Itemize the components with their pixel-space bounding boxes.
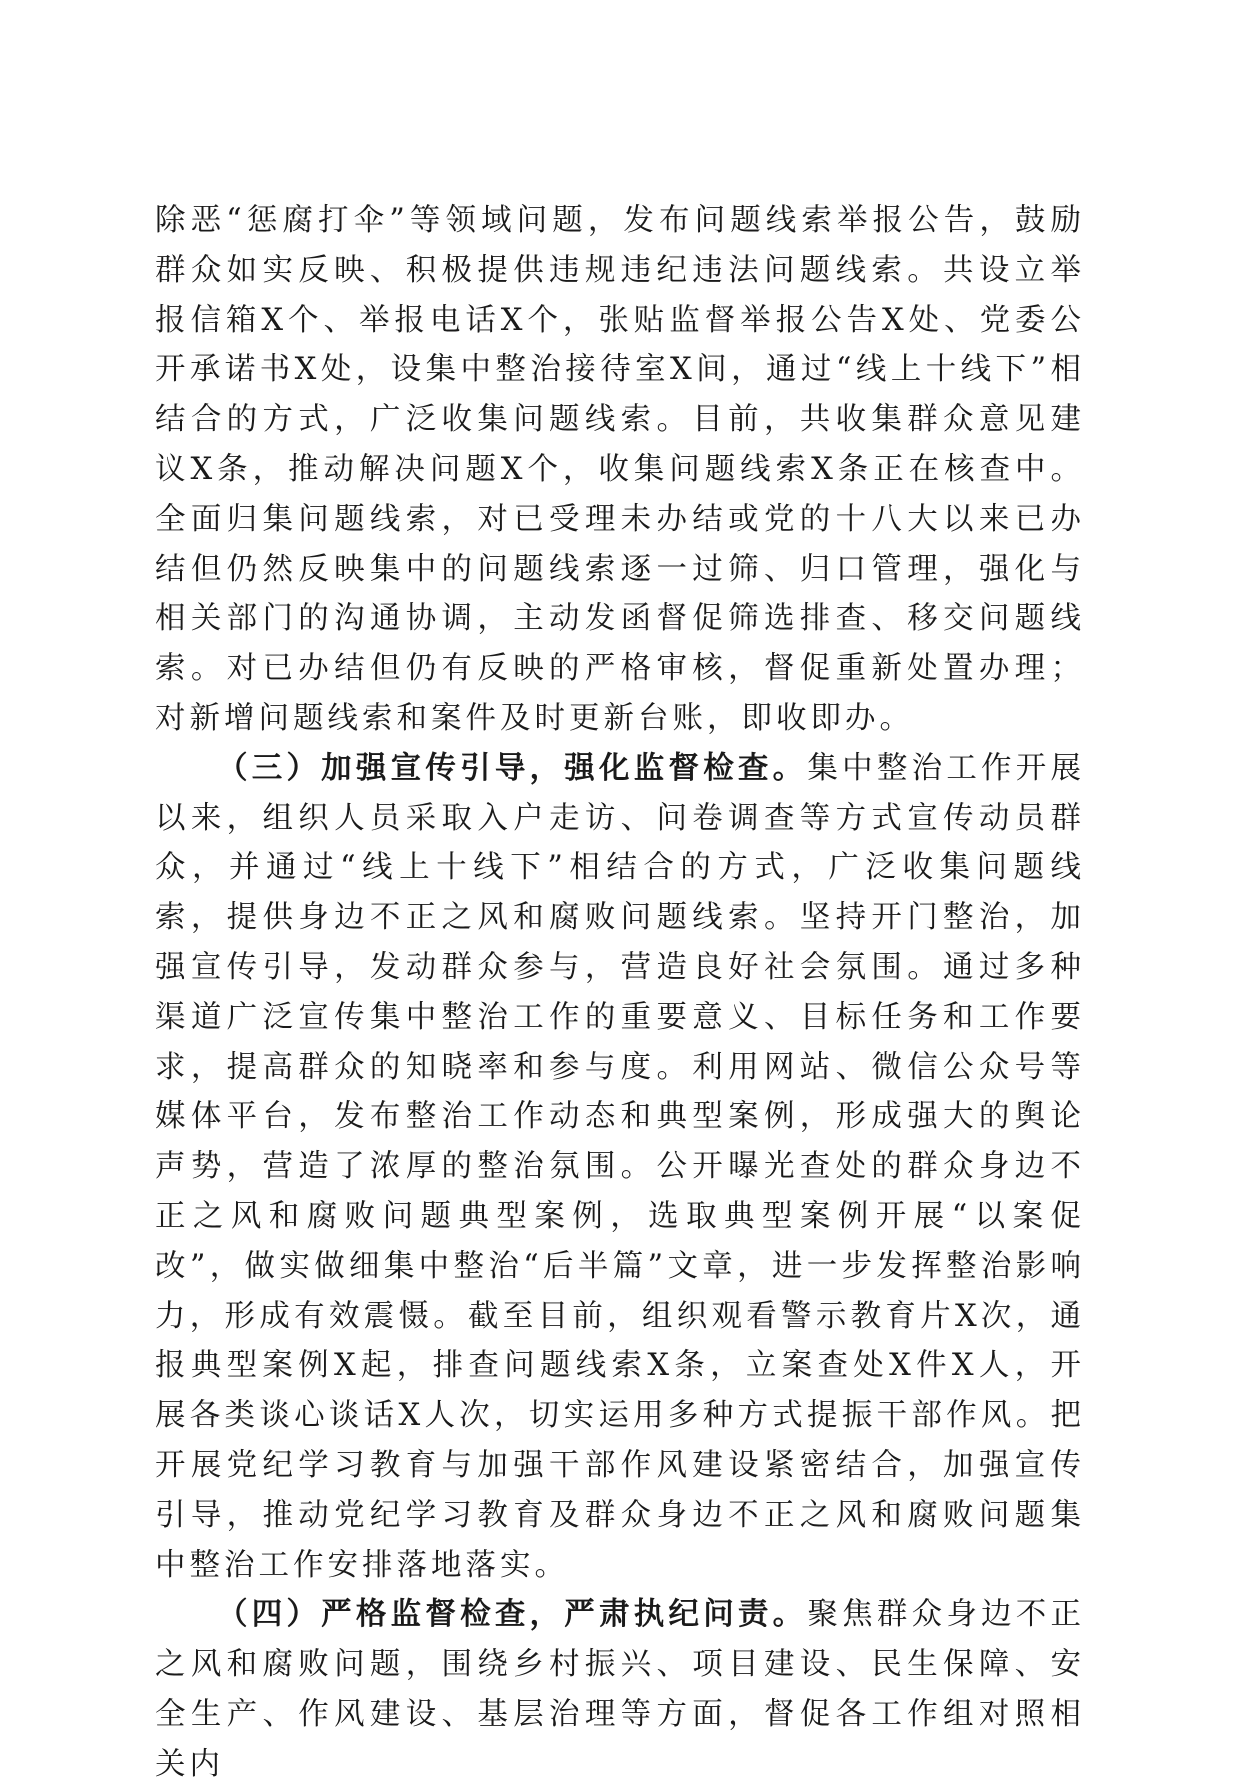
paragraph-2	[155, 744, 1085, 1591]
paragraph-2-text: 集中整治工作开展以来，组织人员采取入户走访、问卷调查等方式宣传动员群众，并通过“线上十线下”相结合的方式，广泛收集问题线索，提供身边不正之风和腐败问题线索。坚持开门整治，加强宣传引导，发动群众参与，营造良好社会氛围。通过多种渠道广泛宣传集中整治工作的重要意义、目标任务和工作要求，提高群众的知晓率和参与度。利用网站、微信公众号等媒体平台，发布整治工作动态和典型案例，形成强大的舆论声势，营造了浓厚的整治氛围。公开曝光查处的群众身边不正之风和腐败问题典型案例，选取典型案例开展“以案促改”，做实做细集中整治“后半篇”文章，进一步发挥整治影响力，形成有效震慑。截至目前，组织观看警示教育片X次，通报典型案例X起，排查问题线索X条，立案查处X件X人，开展各类谈心谈话X人次，切实运用多种方式提振干部作风。把开展党纪学习教育与加强干部作风建设紧密结合，加强宣传引导，推动党纪学习教育及群众身边不正之风和腐败问题集中整治工作安排落地落实。	[155, 750, 1086, 1583]
paragraph-1-text: 除恶“惩腐打伞”等领域问题，发布问题线索举报公告，鼓励群众如实反映、积极提供违规违纪违法问题线索。共设立举报信箱X个、举报电话X个，张贴监督举报公告X处、党委公开承诺书X处，设集中整治接待室X间，通过“线上十线下”相结合的方式，广泛收集问题线索。目前，共收集群众意见建议X条，推动解决问题X个，收集问题线索X条正在核查中。全面归集问题线索，对已受理未办结或党的十八大以来已办结但仍然反映集中的问题线索逐一过筛、归口管理，强化与相关部门的沟通协调，主动发函督促筛选排查、移交问题线索。对已办结但仍有反映的严格审核，督促重新处置办理；对新增问题线索和案件及时更新台账，即收即办。	[155, 203, 1085, 736]
paragraph-1	[155, 196, 1085, 744]
paragraph-3-text: 聚焦群众身边不正之风和腐败问题，围绕乡村振兴、项目建设、民生保障、安全生产、作风建设、基层治理等方面，督促各工作组对照相关内	[155, 1597, 1086, 1782]
paragraph-3-heading: （四）严格监督检查，严肃执纪问责。	[217, 1596, 808, 1633]
paragraph-3	[155, 1590, 1085, 1789]
paragraph-2-heading: （三）加强宣传引导，强化监督检查。	[217, 749, 808, 786]
document-body	[155, 196, 1085, 1790]
